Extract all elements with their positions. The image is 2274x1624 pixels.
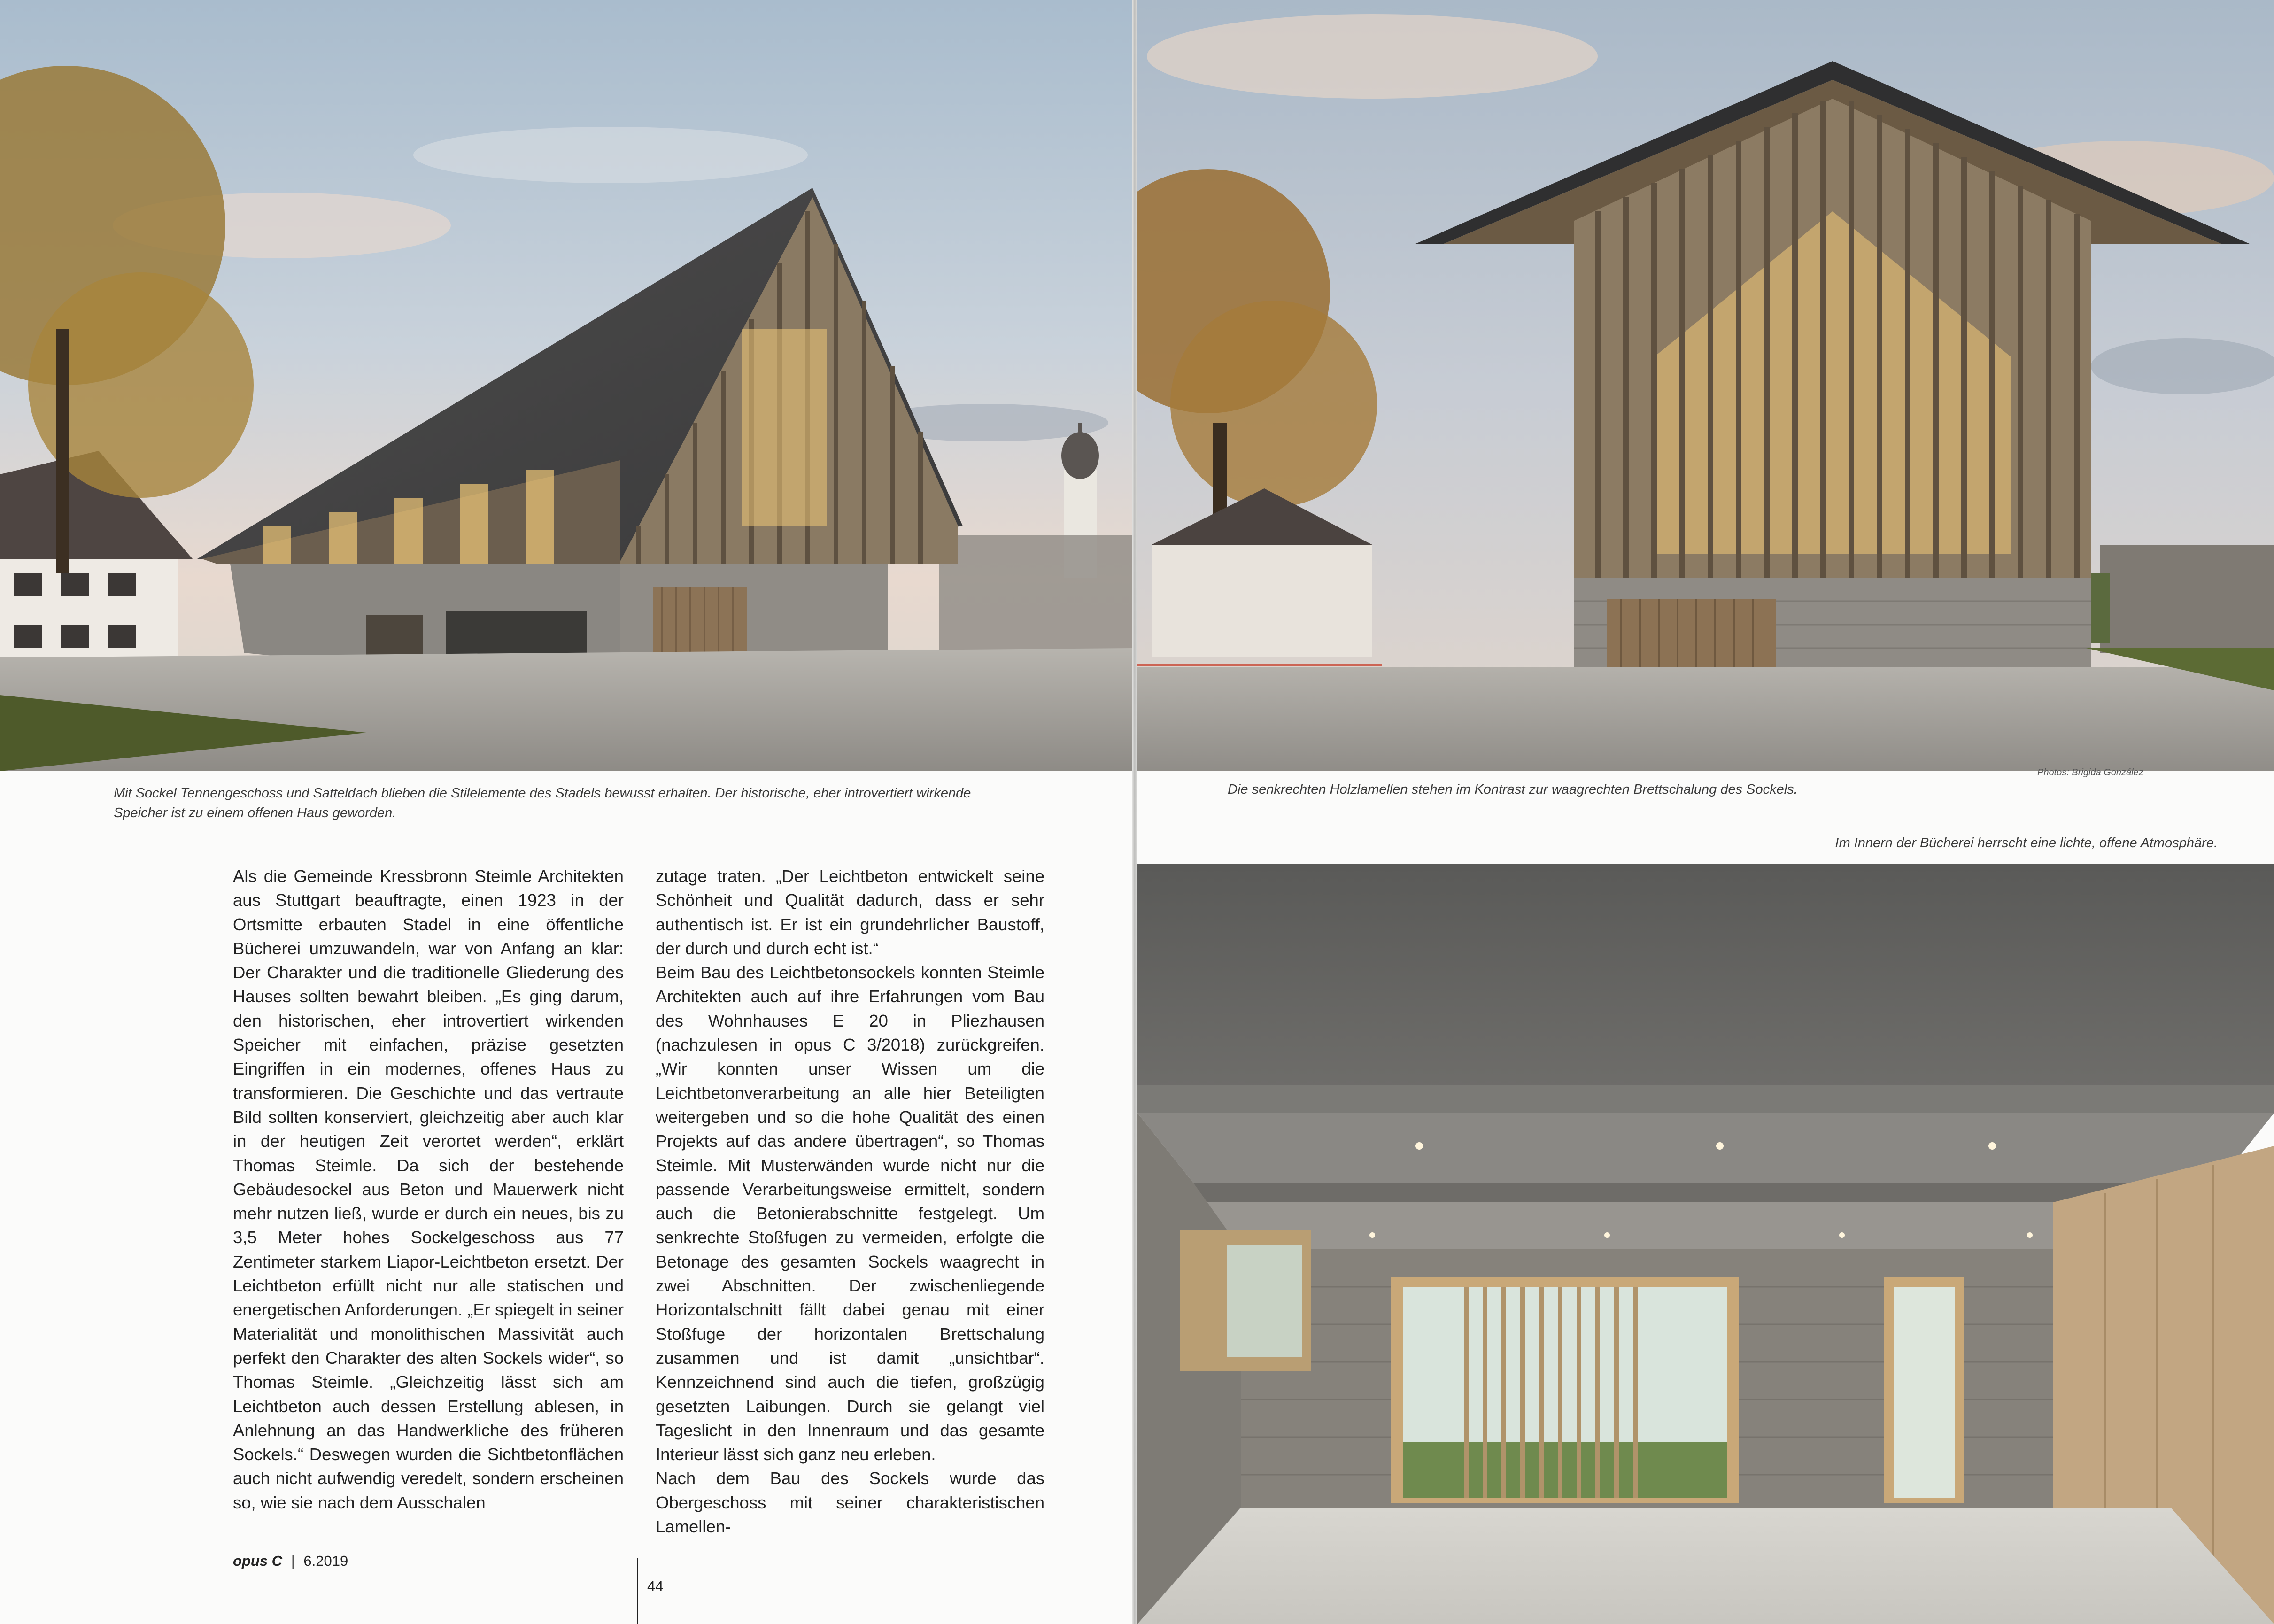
photo-library-interior [1137,864,2274,1624]
photo-barn-exterior-side [0,0,1132,771]
article-column-1 [233,864,624,1515]
photo-caption-interior: Im Innern der Bücherei herrscht eine lichte, offene Atmosphäre. [1835,835,2218,851]
interior-illustration [1137,864,2274,1624]
article-paragraph: zutage traten. „Der Leichtbeton entwickelt seine Schönheit und Qualität dadurch, dass er sehr authentisch ist. Er ist ein grundehrlicher Baustoff, der durch und durch echt ist.“ [656,866,1044,958]
photo-credit: Photos: Brigida González [2037,767,2143,778]
article-paragraph: Beim Bau des Leichtbetonsockels konnten Steimle Architekten auch auf ihre Erfahrungen vom Bau des Wohnhauses E 20 in Pliezhausen (nachzulesen in opus C 3/2018) zurückgreifen. „Wir konnten unser Wissen um die Leichtbetonverarbeitung an alle hier Beteiligten weitergeben und so die hohe Qualität des einen Projekts auf das andere übertragen“, so Thomas Steimle. Mit Musterwänden wurde nicht nur die passende Verarbeitungsweise ermittelt, sondern auch die Betonierabschnitte festgelegt. Um senkrechte Stoßfugen zu vermeiden, erfolgte die Betonage des gesamten Sockels waagrecht in zwei Abschnitten. Der zwischenliegende Horizontalschnitt fällt dabei genau mit einer Stoßfuge der horizontalen Brettschalung zusammen und ist damit „unsichtbar“. Kennzeichnend sind auch die tiefen, großzügig gesetzten Laibungen. Durch sie gelangt viel Tageslicht in den Innenraum und das gesamte Interieur lässt sich ganz neu erleben. [656,963,1044,1464]
caption-line-2: Speicher ist zu einem offenen Haus geworden. [114,805,396,820]
photo-caption-exterior-side [114,783,1053,823]
footer-separator: | [291,1553,295,1569]
article-column-2 [656,864,1044,1539]
page-number: 44 [647,1578,664,1594]
folio-rule [637,1558,638,1624]
right-page [1137,0,2274,1624]
spread-gutter [1132,0,1137,1624]
page-footer [233,1553,348,1570]
article-paragraph: Als die Gemeinde Kressbronn Steimle Architekten aus Stuttgart beauftragte, einen 1923 in der Ortsmitte erbauten Stadel in eine öffentliche Bücherei umzuwandeln, war von Anfang an klar: Der Charakter und die traditionelle Gliederung des Hauses sollten bewahrt bleiben. „Es ging darum, den historischen, eher introvertiert wirkenden Speicher mit einfachen, präzise gesetzten Eingriffen in ein modernes, offenes Haus zu transformieren. Die Geschichte und das vertraute Bild sollten konserviert, gleichzeitig aber auch klar in der heutigen Zeit verortet werden“, erklärt Thomas Steimle. Da sich der bestehende Gebäudesockel aus Beton und Mauerwerk nicht mehr nutzen ließ, wurde er durch ein neues, bis zu 3,5 Meter hohes Sockelgeschoss aus 77 Zentimeter starkem Liapor-Leichtbeton ersetzt. Der Leichtbeton erfüllt nicht nur alle statischen und energetischen Anforderungen. „Er spiegelt in seiner Materialität und monolithischen Massivität auch perfekt den Charakter des alten Sockels wider“, so Thomas Steimle. „Gleichzeitig lässt sich am Leichtbeton auch dessen Erstellung ablesen, in Anlehnung an das Handwerkliche des früheren Sockels.“ Deswegen wurden die Sichtbetonflächen auch nicht aufwendig veredelt, sondern erscheinen so, wie sie nach dem Ausschalen [233,866,624,1512]
barn-gable-illustration [1137,0,2274,771]
photo-caption-gable-front: Die senkrechten Holzlamellen stehen im Kontrast zur waagrechten Brettschalung des Sockels. [1228,782,1798,797]
issue-number: 6.2019 [303,1553,348,1569]
caption-line-1: Mit Sockel Tennengeschoss und Satteldach blieben die Stilelemente des Stadels bewusst erhalten. Der historische, eher introvertiert wirkende [114,786,971,801]
barn-side-illustration [0,0,1132,771]
photo-barn-gable-front [1137,0,2274,771]
left-page [0,0,1132,1624]
magazine-name: opus C [233,1553,283,1569]
article-paragraph: Nach dem Bau des Sockels wurde das Obergeschoss mit seiner charakteristischen Lamellen- [656,1469,1044,1537]
